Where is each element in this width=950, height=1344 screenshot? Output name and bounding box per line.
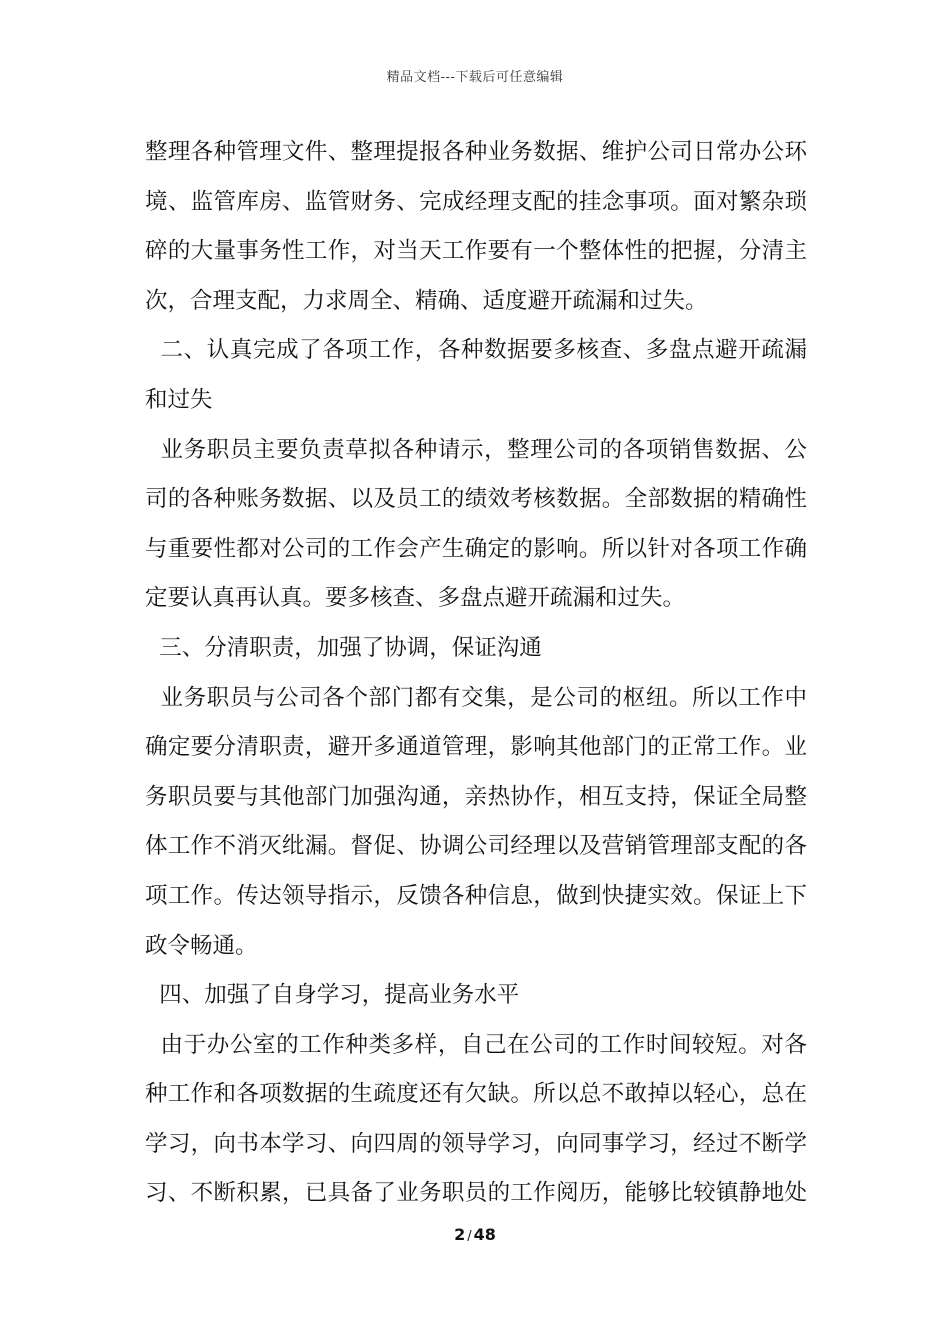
page-separator: / xyxy=(467,1229,472,1244)
text-line: 项工作。传达领导指示，反馈各种信息，做到快捷实效。保证上下 xyxy=(145,882,807,909)
text-line: 与重要性都对公司的工作会产生确定的影响。所以针对各项工作确 xyxy=(145,535,807,562)
text-line: 整理各种管理文件、整理提报各种业务数据、维护公司日常办公环 xyxy=(145,139,807,165)
text-line: 务职员要与其他部门加强沟通，亲热协作，相互支持，保证全局整 xyxy=(145,783,807,810)
text-line: 种工作和各项数据的生疏度还有欠缺。所以总不敢掉以轻心，总在 xyxy=(145,1081,807,1108)
text-line: 二、认真完成了各项工作，各种数据要多核查、多盘点避开疏漏 xyxy=(145,337,807,364)
text-line: 次，合理支配，力求周全、精确、适度避开疏漏和过失。 xyxy=(145,287,708,314)
text-line: 定要认真再认真。要多核查、多盘点避开疏漏和过失。 xyxy=(145,585,686,612)
current-page: 2 xyxy=(454,1225,466,1244)
text-line: 境、监管库房、监管财务、完成经理支配的挂念事项。面对繁杂琐 xyxy=(145,188,807,215)
text-line: 碎的大量事务性工作，对当天工作要有一个整体性的把握，分清主 xyxy=(145,238,807,265)
text-line: 司的各种账务数据、以及员工的绩效考核数据。全部数据的精确性 xyxy=(145,486,807,513)
text-line: 确定要分清职责，避开多通道管理，影响其他部门的正常工作。业 xyxy=(145,734,807,761)
text-line: 由于办公室的工作种类多样，自己在公司的工作时间较短。对各 xyxy=(145,1031,807,1058)
text-line: 四、加强了自身学习，提高业务水平 xyxy=(145,982,520,1009)
text-line: 习、不断积累，已具备了业务职员的工作阅历，能够比较镇静地处 xyxy=(145,1180,807,1207)
text-line: 业务职员主要负责草拟各种请示，整理公司的各项销售数据、公 xyxy=(145,436,807,463)
text-line: 业务职员与公司各个部门都有交集，是公司的枢纽。所以工作中 xyxy=(145,684,807,711)
text-line: 和过失 xyxy=(145,386,213,413)
total-pages: 48 xyxy=(473,1225,496,1244)
text-line: 三、分清职责，加强了协调，保证沟通 xyxy=(145,634,542,661)
text-line: 政令畅通。 xyxy=(145,932,258,959)
text-line: 体工作不消灭纰漏。督促、协调公司经理以及营销管理部支配的各 xyxy=(145,833,807,860)
page-header: 精品文档---下载后可任意编辑 xyxy=(386,70,564,85)
document-body xyxy=(145,128,807,1219)
text-line: 学习，向书本学习、向四周的领导学习，向同事学习，经过不断学 xyxy=(145,1130,807,1157)
page-number xyxy=(0,1225,950,1244)
